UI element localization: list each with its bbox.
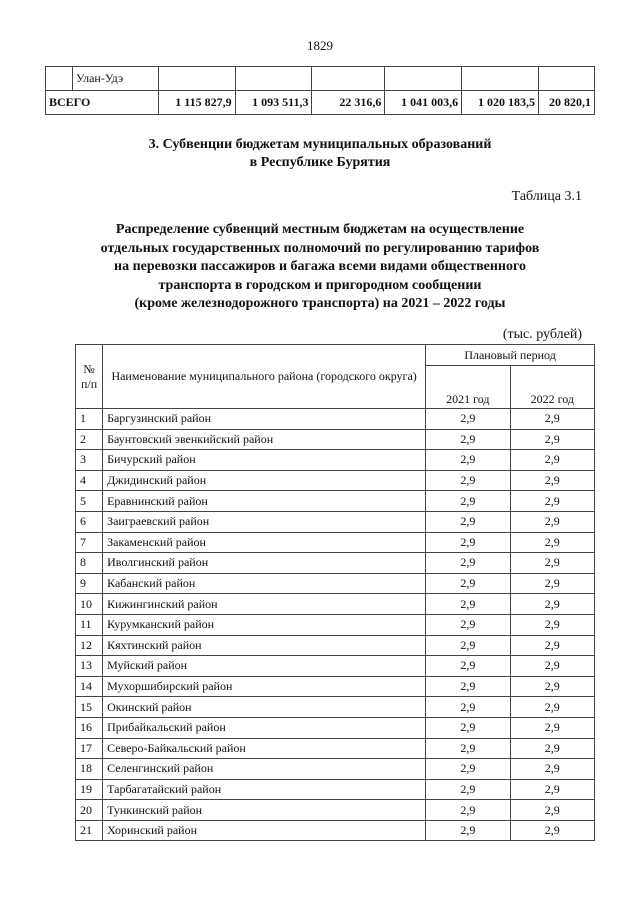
value-2022: 2,9 [510, 656, 594, 677]
value-2022: 2,9 [510, 614, 594, 635]
header-year-2021: 2021 год [426, 366, 510, 409]
value-2022: 2,9 [510, 573, 594, 594]
table-cell: 1 093 511,3 [235, 91, 312, 115]
value-2022: 2,9 [510, 470, 594, 491]
district-name: Еравнинский район [103, 491, 426, 512]
table-row [76, 738, 595, 759]
district-name: Северо-Байкальский район [103, 738, 426, 759]
value-2021: 2,9 [426, 656, 510, 677]
value-2022: 2,9 [510, 779, 594, 800]
value-2022: 2,9 [510, 676, 594, 697]
value-2021: 2,9 [426, 635, 510, 656]
table-label: Таблица 3.1 [511, 189, 582, 204]
district-name: Селенгинский район [103, 759, 426, 780]
table-title [0, 221, 640, 314]
value-2022: 2,9 [510, 820, 594, 841]
table-body [76, 409, 595, 841]
value-2021: 2,9 [426, 759, 510, 780]
value-2021: 2,9 [426, 470, 510, 491]
table-title-line: транспорта в городском и пригородном сообщении [158, 277, 482, 293]
header-plan-period: Плановый период [426, 345, 595, 366]
row-label: Улан-Удэ [72, 67, 158, 91]
table-row [76, 759, 595, 780]
value-2021: 2,9 [426, 779, 510, 800]
value-2022: 2,9 [510, 717, 594, 738]
value-2021: 2,9 [426, 532, 510, 553]
value-2022: 2,9 [510, 532, 594, 553]
value-2022: 2,9 [510, 635, 594, 656]
table-title-line: отдельных государственных полномочий по регулированию тарифов [100, 240, 540, 256]
header-name: Наименование муниципального района (городского округа) [103, 345, 426, 409]
row-number: 19 [76, 779, 103, 800]
value-2022: 2,9 [510, 594, 594, 615]
district-name: Курумканский район [103, 614, 426, 635]
row-number: 12 [76, 635, 103, 656]
row-number: 15 [76, 697, 103, 718]
header-num: № п/п [76, 345, 103, 409]
value-2022: 2,9 [510, 491, 594, 512]
table-cell: 1 020 183,5 [462, 91, 539, 115]
section-title [0, 136, 640, 172]
row-label-total: ВСЕГО [46, 91, 159, 115]
section-title-line: в Республике Бурятия [249, 155, 391, 170]
table-cell: 20 820,1 [539, 91, 595, 115]
table-row [76, 779, 595, 800]
row-number: 20 [76, 800, 103, 821]
table-cell [312, 67, 385, 91]
table-row [46, 67, 595, 91]
value-2022: 2,9 [510, 800, 594, 821]
value-2022: 2,9 [510, 697, 594, 718]
value-2022: 2,9 [510, 409, 594, 430]
district-name: Кяхтинский район [103, 635, 426, 656]
table-row [76, 409, 595, 430]
value-2021: 2,9 [426, 511, 510, 532]
value-2021: 2,9 [426, 450, 510, 471]
table-row [76, 491, 595, 512]
value-2021: 2,9 [426, 429, 510, 450]
value-2021: 2,9 [426, 614, 510, 635]
table-cell [158, 67, 235, 91]
table-row [76, 511, 595, 532]
district-name: Муйский район [103, 656, 426, 677]
page-number: 1829 [307, 38, 333, 53]
top-summary-table [45, 66, 595, 115]
subventions-table [75, 344, 595, 841]
table-row [76, 614, 595, 635]
row-number: 13 [76, 656, 103, 677]
table-cell: 1 041 003,6 [385, 91, 462, 115]
table-cell: 22 316,6 [312, 91, 385, 115]
table-row [76, 820, 595, 841]
value-2022: 2,9 [510, 553, 594, 574]
section-title-line: 3. Субвенции бюджетам муниципальных образований [148, 137, 492, 152]
value-2021: 2,9 [426, 553, 510, 574]
row-number: 6 [76, 511, 103, 532]
table-row [76, 697, 595, 718]
row-number: 21 [76, 820, 103, 841]
district-name: Прибайкальский район [103, 717, 426, 738]
row-number: 9 [76, 573, 103, 594]
value-2021: 2,9 [426, 573, 510, 594]
value-2021: 2,9 [426, 738, 510, 759]
table-cell: 1 115 827,9 [158, 91, 235, 115]
table-cell [539, 67, 595, 91]
table-row [76, 429, 595, 450]
value-2021: 2,9 [426, 800, 510, 821]
table-row [76, 717, 595, 738]
value-2021: 2,9 [426, 697, 510, 718]
row-number: 18 [76, 759, 103, 780]
district-name: Кабанский район [103, 573, 426, 594]
units-label: (тыс. рублей) [502, 327, 582, 342]
district-name: Джидинский район [103, 470, 426, 491]
value-2021: 2,9 [426, 717, 510, 738]
row-number: 3 [76, 450, 103, 471]
row-number: 2 [76, 429, 103, 450]
district-name: Заиграевский район [103, 511, 426, 532]
value-2022: 2,9 [510, 738, 594, 759]
table-row [76, 450, 595, 471]
value-2021: 2,9 [426, 594, 510, 615]
table-cell [385, 67, 462, 91]
value-2022: 2,9 [510, 759, 594, 780]
district-name: Тарбагатайский район [103, 779, 426, 800]
value-2021: 2,9 [426, 409, 510, 430]
table-row [46, 91, 595, 115]
table-row [76, 553, 595, 574]
row-number: 1 [76, 409, 103, 430]
row-number: 4 [76, 470, 103, 491]
table-title-line: (кроме железнодорожного транспорта) на 2021 – 2022 годы [134, 296, 506, 312]
value-2021: 2,9 [426, 676, 510, 697]
row-number: 5 [76, 491, 103, 512]
district-name: Окинский район [103, 697, 426, 718]
table-row [76, 676, 595, 697]
row-number: 11 [76, 614, 103, 635]
table-row [76, 800, 595, 821]
row-number: 10 [76, 594, 103, 615]
table-row [76, 532, 595, 553]
district-name: Тункинский район [103, 800, 426, 821]
table-cell [462, 67, 539, 91]
row-number: 7 [76, 532, 103, 553]
table-row [76, 635, 595, 656]
district-name: Баргузинский район [103, 409, 426, 430]
table-cell [235, 67, 312, 91]
row-number: 8 [76, 553, 103, 574]
header-year-2022: 2022 год [510, 366, 594, 409]
district-name: Иволгинский район [103, 553, 426, 574]
table-title-line: Распределение субвенций местным бюджетам на осуществление [115, 222, 525, 237]
row-number: 16 [76, 717, 103, 738]
table-row [76, 470, 595, 491]
table-row [76, 573, 595, 594]
table-header-row [76, 345, 595, 366]
value-2022: 2,9 [510, 450, 594, 471]
table-row [76, 656, 595, 677]
district-name: Закаменский район [103, 532, 426, 553]
value-2022: 2,9 [510, 429, 594, 450]
district-name: Кижингинский район [103, 594, 426, 615]
value-2021: 2,9 [426, 820, 510, 841]
table-row [76, 594, 595, 615]
row-number: 14 [76, 676, 103, 697]
table-title-line: на перевозки пассажиров и багажа всеми видами общественного [114, 259, 526, 275]
value-2021: 2,9 [426, 491, 510, 512]
district-name: Баунтовский эвенкийский район [103, 429, 426, 450]
district-name: Бичурский район [103, 450, 426, 471]
row-number: 17 [76, 738, 103, 759]
value-2022: 2,9 [510, 511, 594, 532]
district-name: Мухоршибирский район [103, 676, 426, 697]
table-cell [46, 67, 73, 91]
district-name: Хоринский район [103, 820, 426, 841]
